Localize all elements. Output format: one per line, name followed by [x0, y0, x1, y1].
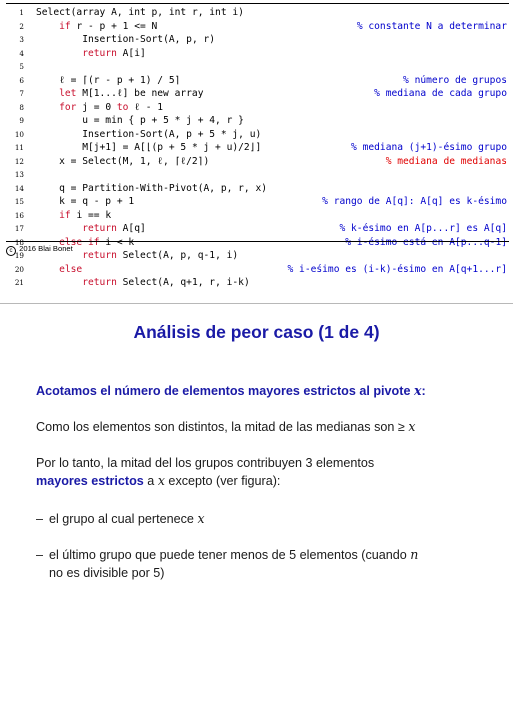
code-comment: % mediana (j+1)-ésimo grupo	[351, 142, 507, 153]
pivot-var: x	[197, 511, 205, 526]
line-number: 11	[14, 143, 24, 152]
code-line	[0, 20, 513, 34]
code-slide	[0, 0, 513, 288]
code-text	[36, 263, 82, 277]
code-line	[0, 236, 513, 250]
line-number: 14	[14, 183, 24, 193]
list-item	[36, 510, 509, 528]
code-token: A[i]	[116, 47, 146, 59]
code-text	[36, 87, 204, 101]
pivot-var: x	[413, 383, 422, 398]
code-token: Select(A, p, q-1, i)	[116, 250, 239, 261]
line-number: 19	[14, 251, 24, 260]
code-token	[36, 277, 82, 288]
code-token: i < k	[99, 236, 135, 248]
line-number: 15	[14, 197, 24, 206]
keyword: return	[82, 277, 117, 288]
code-comment: % constante N a determinar	[356, 20, 507, 32]
code-comment: % mediana de medianas	[385, 155, 507, 167]
code-token	[36, 210, 59, 221]
bullet-dash: –	[36, 548, 44, 562]
code-token: ℓ - 1	[128, 101, 164, 113]
code-token: Select(A, q+1, r, i-k)	[116, 277, 250, 288]
paragraph-medians	[36, 418, 509, 436]
code-line	[0, 33, 513, 47]
code-line	[0, 101, 513, 115]
code-text	[36, 114, 244, 128]
code-text	[36, 20, 157, 34]
strict-greater-label: mayores estrictos	[36, 474, 144, 488]
code-token: u = min { p + 5 * j + 4, r }	[36, 115, 244, 126]
code-token: i == k	[70, 209, 112, 221]
code-token: x = Select(M, 1, ℓ, ⌈ℓ/2⌉)	[36, 155, 210, 167]
code-line	[0, 128, 513, 142]
code-token: r - p + 1 <= N	[70, 20, 158, 32]
keyword: else if	[59, 236, 100, 248]
code-line	[0, 87, 513, 101]
code-token	[36, 88, 59, 99]
paragraph-groups	[36, 454, 509, 490]
line-number: 16	[14, 210, 24, 220]
code-token	[36, 264, 59, 275]
code-line	[0, 182, 513, 196]
bound-heading: Acotamos el número de elementos mayores estrictos al pivote	[36, 384, 414, 398]
code-line	[0, 74, 513, 88]
code-listing	[0, 6, 513, 290]
paragraph-bound	[36, 382, 509, 400]
copyright-footer	[6, 244, 73, 256]
bullet-text: el último grupo que puede tener menos de 5 elementos (cuando	[49, 548, 411, 562]
code-text	[36, 101, 163, 115]
pivot-var: x	[408, 419, 416, 434]
bottom-rule	[6, 241, 509, 242]
code-token: A[q]	[116, 223, 146, 234]
keyword: return	[82, 223, 117, 234]
code-comment: % número de grupos	[403, 74, 507, 86]
line-number: 3	[19, 35, 24, 44]
code-token: q = Partition-With-Pivot(A, p, r, x)	[36, 182, 268, 194]
code-token: Insertion-Sort(A, p + 5 * j, u)	[36, 128, 262, 140]
code-comment: % k-ésimo en A[p...r] es A[q]	[339, 223, 507, 234]
line-number: 6	[19, 75, 24, 85]
code-line	[0, 47, 513, 61]
code-text	[36, 128, 261, 142]
bullet-dash: –	[36, 512, 44, 526]
line-number: 18	[14, 237, 24, 247]
line-number: 8	[19, 102, 24, 112]
code-text	[36, 155, 209, 169]
line-number: 21	[14, 278, 24, 287]
code-text	[36, 74, 180, 88]
top-rule	[6, 3, 509, 4]
code-comment: % mediana de cada grupo	[374, 88, 507, 99]
code-token: Insertion-Sort(A, p, r)	[36, 34, 216, 45]
list-item	[36, 546, 509, 582]
keyword: return	[82, 250, 117, 261]
groups-line1: Por lo tanto, la mitad del los grupos contribuyen 3 elementos	[36, 456, 375, 470]
code-token: ℓ = ⌈(r - p + 1) / 5⌉	[36, 74, 181, 86]
medians-text: Como los elementos son distintos, la mitad de las medianas son ≥	[36, 420, 409, 434]
line-number: 5	[19, 62, 24, 71]
code-token	[36, 21, 59, 32]
keyword: if	[59, 20, 71, 32]
code-line	[0, 155, 513, 169]
code-token: M[1...ℓ] be new array	[76, 88, 204, 99]
code-text	[36, 33, 215, 47]
pivot-var: x	[157, 473, 165, 488]
keyword: for	[59, 101, 77, 113]
code-text	[36, 276, 250, 290]
copyright-text: 2016 Blai Bonet	[19, 244, 73, 253]
code-comment: % rango de A[q]: A[q] es k-ésimo	[322, 196, 507, 207]
code-line	[0, 114, 513, 128]
code-line	[0, 195, 513, 209]
code-token: j = 0	[76, 101, 117, 113]
code-token	[36, 102, 59, 113]
groups-end: excepto (ver figura):	[164, 474, 281, 488]
line-number: 20	[14, 264, 24, 274]
copyright-icon: c	[6, 246, 16, 256]
line-number: 2	[19, 21, 24, 31]
bound-colon: :	[421, 384, 426, 398]
code-line	[0, 141, 513, 155]
keyword: if	[59, 209, 71, 221]
line-number: 9	[19, 116, 24, 125]
code-line	[0, 6, 513, 20]
code-comment: % i-eśimo es (i-k)-ésimo en A[q+1...r]	[287, 263, 507, 275]
groups-mid: a	[143, 474, 158, 488]
line-number: 4	[19, 48, 24, 58]
code-text	[36, 182, 267, 196]
code-line	[0, 276, 513, 290]
keyword: return	[82, 47, 117, 59]
code-text	[36, 141, 261, 155]
bullet-text: el grupo al cual pertenece	[49, 512, 198, 526]
code-line	[0, 209, 513, 223]
code-line	[0, 249, 513, 263]
code-line	[0, 222, 513, 236]
slide-title: Análisis de peor caso (1 de 4)	[133, 322, 380, 342]
code-token	[36, 48, 82, 59]
code-text	[36, 222, 146, 236]
keyword: to	[116, 101, 129, 113]
line-number: 10	[14, 129, 24, 139]
line-number: 7	[19, 89, 24, 98]
code-text	[36, 195, 134, 209]
n-var: n	[410, 547, 419, 562]
line-number: 17	[14, 224, 24, 233]
keyword: else	[59, 263, 83, 275]
code-token: k = q - p + 1	[36, 196, 135, 207]
code-comment: % i-ésimo está en A[p...q-1]	[345, 236, 507, 248]
code-token: M[j+1] = A[⌊(p + 5 * j + u)/2⌋]	[36, 142, 262, 153]
code-text	[36, 6, 244, 20]
code-text	[36, 47, 146, 61]
code-token	[36, 223, 82, 234]
code-line	[0, 168, 513, 182]
bullet-text-cont: no es divisible por 5)	[49, 566, 165, 580]
code-text	[36, 209, 111, 223]
code-line	[0, 263, 513, 277]
code-token: Select(array A, int p, int r, int i)	[36, 7, 244, 18]
analysis-slide	[0, 303, 513, 714]
keyword: let	[59, 88, 77, 99]
line-number: 13	[14, 170, 24, 179]
line-number: 1	[19, 8, 24, 17]
line-number: 12	[14, 156, 24, 166]
code-line	[0, 60, 513, 74]
